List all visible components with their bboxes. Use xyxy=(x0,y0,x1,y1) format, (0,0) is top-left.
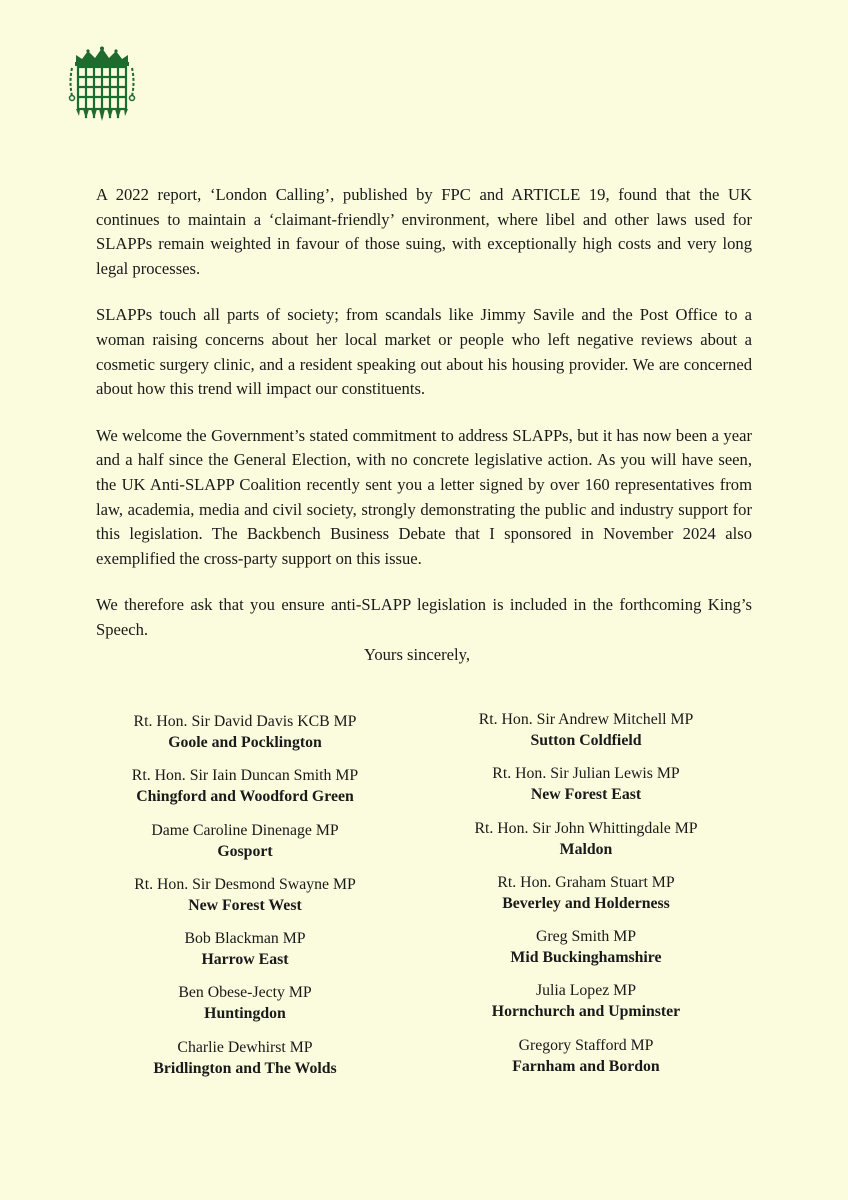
signatory-constituency: Hornchurch and Upminster xyxy=(491,1003,681,1021)
portcullis-icon xyxy=(68,46,136,122)
signatory-name: Dame Caroline Dinenage MP xyxy=(151,821,339,839)
signatory-name: Gregory Stafford MP xyxy=(518,1036,654,1054)
signatory-name: Greg Smith MP xyxy=(535,928,637,946)
signatory-name: Rt. Hon. Graham Stuart MP xyxy=(497,873,675,891)
paragraph-slapps-society: SLAPPs touch all parts of society; from scandals like Jimmy Savile and the Post Office to a woman raising concerns about her local market or people who left negative reviews about a cosmetic surgery clinic, and a resident speaking out about his housing provider. We are concerned about how this trend will impact our constituents. xyxy=(96,305,752,399)
signatory xyxy=(436,1035,736,1089)
signatory xyxy=(436,980,736,1034)
signatory-constituency: Beverley and Holderness xyxy=(502,894,670,912)
signatory-name: Charlie Dewhirst MP xyxy=(177,1038,313,1056)
signatory-constituency: Farnham and Bordon xyxy=(512,1057,660,1075)
signatory-name: Julia Lopez MP xyxy=(535,982,637,1000)
signatory xyxy=(95,765,395,819)
signatory-constituency: Harrow East xyxy=(201,951,289,969)
signatory-constituency: Goole and Pocklington xyxy=(168,734,322,751)
signatory-name: Rt. Hon. Sir Desmond Swayne MP xyxy=(134,875,356,893)
signatory-constituency: Huntingdon xyxy=(204,1005,286,1023)
signatory xyxy=(95,874,395,928)
paragraph-government-commitment: We welcome the Government’s stated commitment to address SLAPPs, but it has now been a year and a half since the General Election, with no concrete legislative action. As you will have seen, the UK Anti-SLAPP Coalition recently sent you a letter signed by over 160 representatives from law, academia, media and civil society, strongly demonstrating the public and industry support for this legislation. The Backbench Business Debate that I sponsored in November 2024 also exemplified the cross-party support on this issue. xyxy=(96,425,752,568)
paragraph-kings-speech-request: We therefore ask that you ensure anti-SLAPP legislation is included in the forthcoming King’s Speech. xyxy=(96,595,752,639)
signatory-name: Rt. Hon. Sir David Davis KCB MP xyxy=(133,713,357,730)
signatory-name: Bob Blackman MP xyxy=(184,930,306,948)
signatory xyxy=(436,709,736,763)
signatory-constituency: Sutton Coldfield xyxy=(530,732,642,749)
signatory-constituency: Mid Buckinghamshire xyxy=(510,949,662,967)
signatory xyxy=(95,982,395,1036)
closing-salutation: Yours sincerely, xyxy=(364,645,471,664)
signatory-constituency: Maldon xyxy=(559,840,613,858)
signatory xyxy=(95,711,395,765)
signatory-constituency: Chingford and Woodford Green xyxy=(136,788,354,806)
letter-body xyxy=(96,183,752,665)
signatory xyxy=(95,1037,395,1091)
signatory-name: Rt. Hon. Sir John Whittingdale MP xyxy=(474,819,698,837)
signatory xyxy=(95,928,395,982)
signatory xyxy=(436,926,736,980)
signatory-constituency: New Forest East xyxy=(530,786,642,804)
signatories-left-column xyxy=(95,711,395,1091)
signatory-name: Rt. Hon. Sir Andrew Mitchell MP xyxy=(478,711,694,728)
signatory-name: Rt. Hon. Sir Iain Duncan Smith MP xyxy=(131,767,359,785)
signatory xyxy=(436,872,736,926)
signatories-right-column xyxy=(436,709,736,1089)
signatory xyxy=(436,818,736,872)
signatory xyxy=(95,820,395,874)
paragraph-london-calling: A 2022 report, ‘London Calling’, published by FPC and ARTICLE 19, found that the UK continues to maintain a ‘claimant-friendly’ environment, where libel and other laws used for SLAPPs remain weighted in favour of those suing, with exceptionally high costs and very long legal processes. xyxy=(96,185,752,278)
signatory xyxy=(436,763,736,817)
signatory-constituency: Gosport xyxy=(217,842,273,860)
signatory-name: Ben Obese-Jecty MP xyxy=(178,984,312,1002)
signatory-constituency: Bridlington and The Wolds xyxy=(153,1059,337,1077)
signatory-constituency: New Forest West xyxy=(188,896,302,914)
signatory-name: Rt. Hon. Sir Julian Lewis MP xyxy=(492,765,680,783)
